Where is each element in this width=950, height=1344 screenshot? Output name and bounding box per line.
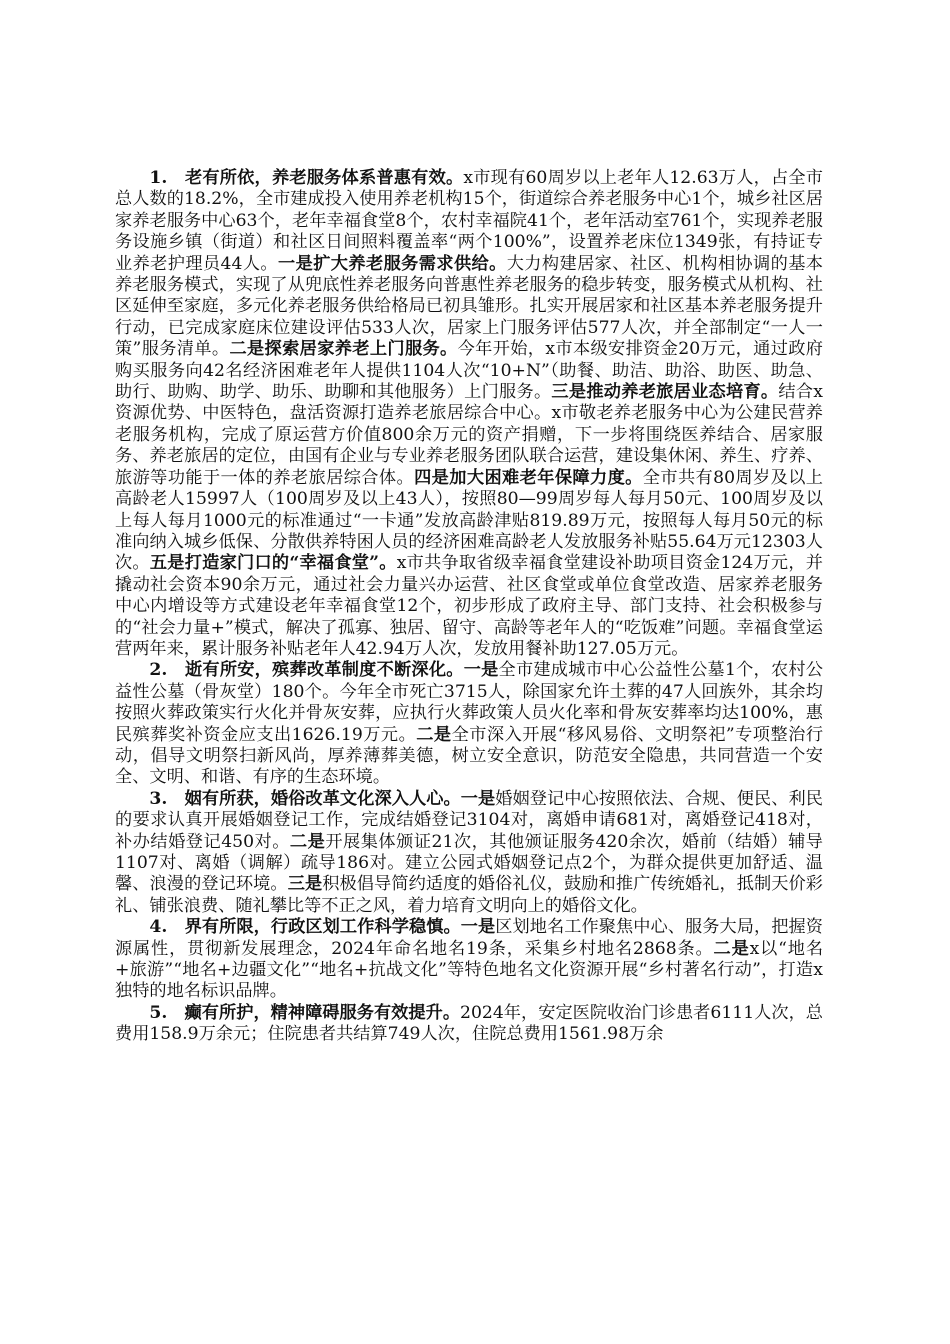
bold-heading-text: 二是 bbox=[416, 724, 452, 745]
body-text: x市现有60周岁以上老年人12.63万人，占全市总人数的18.2%，全市建成投入使用养老机构15个，街道综合养老服务中心1个，城乡社区居家养老服务中心63个，老年幸福食堂8个，农村幸福院41个，老年活动室761个，实现养老服务设施乡镇（街道）和社区日间照料覆盖率“两个100%”，设置养老床位1349张，有持证专业养老护理员44人。 bbox=[115, 168, 823, 274]
paragraph-2 bbox=[115, 660, 823, 788]
bold-heading-text: 4. 界有所限，行政区划工作科学稳慎。 bbox=[149, 917, 461, 938]
bold-heading-text: 二是探索居家养老上门服务。 bbox=[229, 339, 458, 360]
body-text: x市共争取省级幸福食堂建设补助项目资金124万元，并撬动社会资本90余万元，通过社会力量兴办运营、社区食堂或单位食堂改造、居家养老服务中心内增设等方式建设老年幸福食堂12个，初步形成了政府主导、部门支持、社会积极参与的“社会力量+”模式，解决了孤寡、独居、留守、高龄等老年人的“吃饭难”问题。幸福食堂运营两年来，累计服务补贴老年人42.94万人次，发放用餐补助127.05万元。 bbox=[115, 553, 823, 659]
bold-heading-text: 四是加大困难老年保障力度。 bbox=[414, 467, 643, 488]
bold-heading-text: 二是 bbox=[713, 938, 750, 959]
bold-heading-text: 一是扩大养老服务需求供给。 bbox=[278, 253, 507, 274]
body-text: 开展集体颁证21次，其他颁证服务420余次，婚前（结婚）辅导1107对、离婚（调解）疏导186对。建立公园式婚姻登记点2个，为群众提供更加舒适、温馨、浪漫的登记环境。 bbox=[115, 831, 823, 895]
paragraph-1 bbox=[115, 168, 823, 660]
body-text: 今年开始，x市本级安排资金20万元，通过政府购买服务向42名经济困难老年人提供1104人次“10+N”（助餐、助洁、助浴、助医、助急、助行、助购、助学、助乐、助聊和其他服务）上门服务。 bbox=[115, 339, 823, 403]
body-text: x以“地名+旅游”“地名+边疆文化”“地名+抗战文化”等特色地名文化资源开展“乡村著名行动”，打造x独特的地名标识品牌。 bbox=[115, 938, 824, 1002]
paragraph-3 bbox=[115, 789, 823, 917]
bold-heading-text: 一是 bbox=[460, 917, 496, 938]
bold-heading-text: 一是 bbox=[460, 788, 496, 809]
bold-heading-text: 三是 bbox=[287, 874, 323, 895]
body-text: 区划地名工作聚焦中心、服务大局，把握资源属性，贯彻新发展理念，2024年命名地名19条，采集乡村地名2868条。 bbox=[115, 917, 823, 959]
bold-heading-text: 五是打造家门口的“幸福食堂”。 bbox=[149, 553, 397, 574]
document-body bbox=[115, 168, 823, 1046]
paragraph-5 bbox=[115, 1003, 823, 1046]
body-text: 大力构建居家、社区、机构相协调的基本养老服务模式，实现了从兜底性养老服务向普惠性养老服务的稳步转变，服务模式从机构、社区延伸至家庭，多元化养老服务供给格局已初具雏形。扎实开展居家和社区基本养老服务提升行动，已完成家庭床位建设评估533人次，居家上门服务评估577人次，并全部制定“一人一策”服务清单。 bbox=[115, 253, 823, 360]
body-text: 积极倡导简约适度的婚俗礼仪，鼓励和推广传统婚礼，抵制天价彩礼、铺张浪费、随礼攀比等不正之风，着力培育文明向上的婚俗文化。 bbox=[115, 874, 823, 916]
bold-heading-text: 一是 bbox=[463, 660, 499, 681]
bold-heading-text: 三是推动养老旅居业态培育。 bbox=[551, 382, 779, 403]
paragraph-4 bbox=[115, 917, 823, 1003]
body-text: 全市深入开展“移风易俗、文明祭祀”专项整治行动，倡导文明祭扫新风尚，厚养薄葬美德，树立安全意识，防范安全隐患，共同营造一个安全、文明、和谐、有序的生态环境。 bbox=[115, 724, 824, 788]
bold-heading-text: 3. 姻有所获，婚俗改革文化深入人心。 bbox=[149, 788, 461, 809]
body-text: 结合x资源优势、中医特色，盘活资源打造养老旅居综合中心。x市敬老养老服务中心为公建民营养老服务机构，完成了原运营方价值800余万元的资产捐赠，下一步将围绕医养结合、居家服务、养老旅居的定位，由国有企业与专业养老服务团队联合运营，建设集休闲、养生、疗养、旅游等功能于一体的养老旅居综合体。 bbox=[115, 382, 823, 488]
bold-heading-text: 1. 老有所依，养老服务体系普惠有效。 bbox=[149, 168, 464, 188]
body-text: 2024年，安定医院收治门诊患者6111人次，总费用158.9万余元；住院患者共结算749人次，住院总费用1561.98万余 bbox=[115, 1002, 823, 1045]
bold-heading-text: 2. 逝有所安，殡葬改革制度不断深化。 bbox=[149, 660, 464, 681]
body-text: 婚姻登记中心按照依法、合规、便民、利民的要求认真开展婚姻登记工作，完成结婚登记3104对，离婚申请681对，离婚登记418对，补办结婚登记450对。 bbox=[115, 788, 823, 852]
bold-heading-text: 5. 癫有所护，精神障碍服务有效提升。 bbox=[149, 1002, 461, 1023]
bold-heading-text: 二是 bbox=[289, 831, 326, 852]
body-text: 全市建成城市中心公益性公墓1个，农村公益性公墓（骨灰堂）180个。今年全市死亡3715人，除国家允许土葬的47人回族外，其余均按照火葬政策实行火化并骨灰安葬，应执行火葬政策人员火化率和骨灰安葬率均达100%，惠民殡葬奖补资金应支出1626.19万元。 bbox=[115, 660, 823, 745]
body-text: 全市共有80周岁及以上高龄老人15997人（100周岁及以上43人），按照80—99周岁每人每月50元、100周岁及以上每人每月1000元的标准通过“一卡通”发放高龄津贴819.89万元，按照每人每月50元的标准向纳入城乡低保、分散供养特困人员的经济困难高龄老人发放服务补贴55.64万元12303人次。 bbox=[115, 467, 823, 574]
